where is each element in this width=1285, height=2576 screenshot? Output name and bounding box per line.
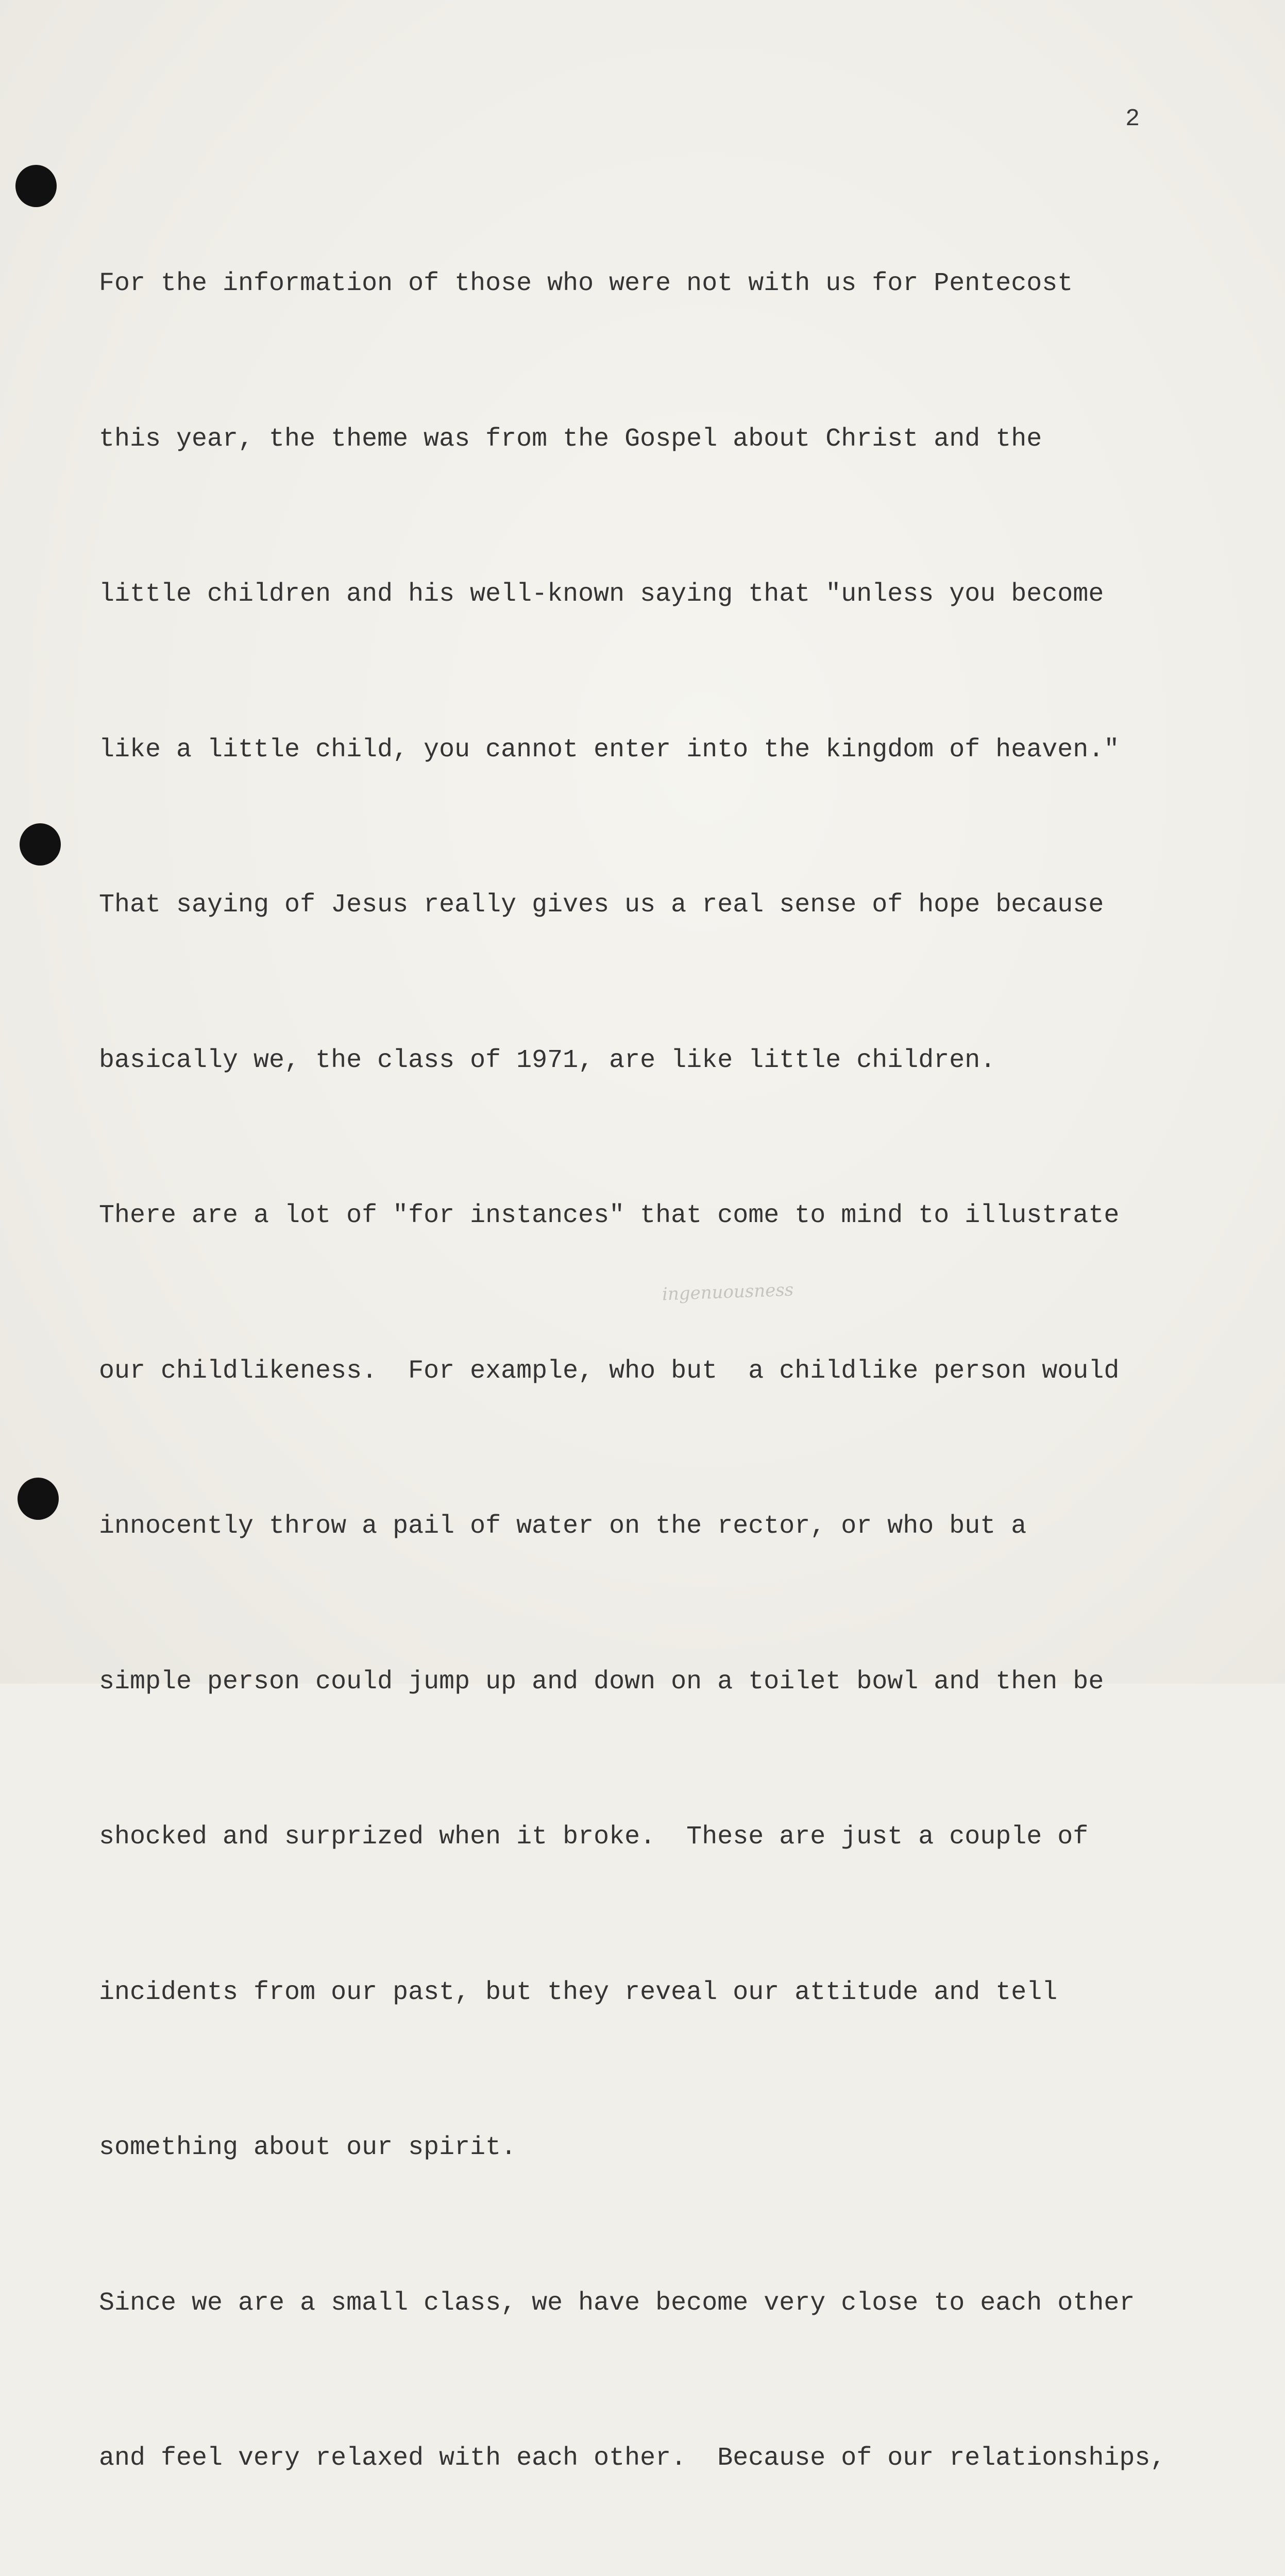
text-line: There are a lot of "for instances" that come to mind to illustrate — [99, 1201, 1120, 1230]
punch-hole — [15, 165, 57, 207]
text-line: incidents from our past, but they reveal our attitude and tell — [99, 1977, 1058, 2007]
text-line: and feel very relaxed with each other. Because of our relationships, — [99, 2444, 1166, 2473]
page-number: 2 — [1125, 106, 1140, 133]
handwritten-annotation: ingenuousness — [662, 1279, 794, 1305]
text-line: like a little child, you cannot enter into the kingdom of heaven." — [99, 735, 1120, 765]
text-line: Since we are a small class, we have become very close to each other — [99, 2288, 1135, 2318]
punch-hole — [18, 1478, 59, 1520]
text-line: simple person could jump up and down on a toilet bowl and then be — [99, 1667, 1104, 1697]
text-line: our childlikeness. For example, who but a childlike person would — [99, 1356, 1120, 1386]
text-line: innocently throw a pail of water on the rector, or who but a — [99, 1512, 1027, 1541]
text-line: basically we, the class of 1971, are like little children. — [99, 1045, 996, 1075]
text-line: something about our spirit. — [99, 2133, 517, 2162]
body-text — [99, 155, 1232, 2576]
punch-hole — [20, 823, 61, 866]
text-line: That saying of Jesus really gives us a real sense of hope because — [99, 890, 1104, 920]
text-line: For the information of those who were not with us for Pentecost — [99, 269, 1073, 298]
text-line: this year, the theme was from the Gospel about Christ and the — [99, 424, 1042, 454]
text-line: shocked and surprized when it broke. These are just a couple of — [99, 1822, 1089, 1852]
text-line: little children and his well-known saying that "unless you become — [99, 580, 1104, 609]
